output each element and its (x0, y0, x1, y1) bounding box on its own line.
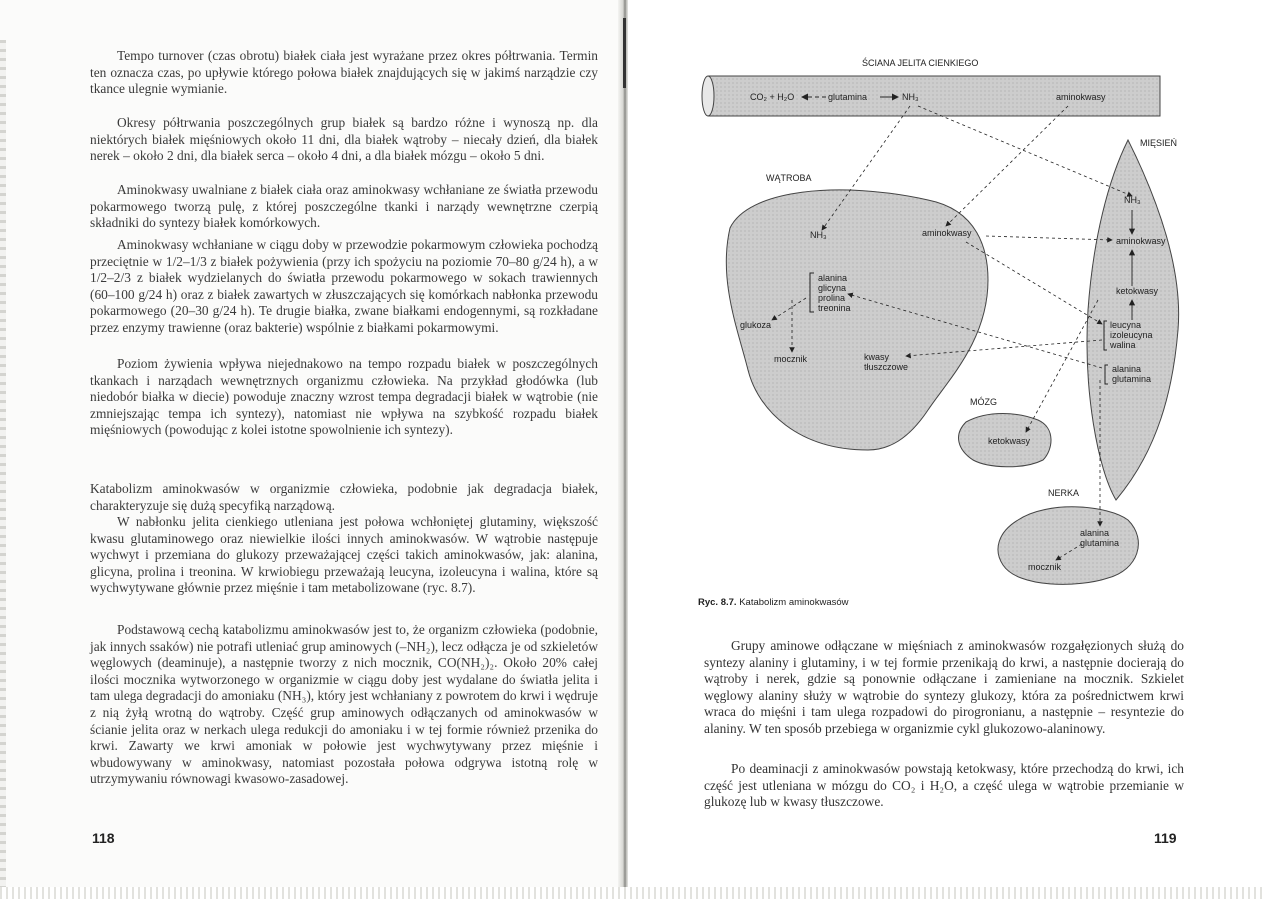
page-number-left: 118 (92, 830, 115, 846)
right-page (628, 0, 1263, 899)
left-page (0, 0, 622, 899)
muscle-ketokwasy: ketokwasy (1116, 286, 1159, 296)
kidney-mocznik: mocznik (1028, 562, 1062, 572)
muscle-leucyna: leucyna (1110, 320, 1142, 330)
muscle-walina: walina (1110, 340, 1136, 350)
kidney-title: NERKA (1048, 488, 1080, 498)
liver-alanina: alanina (818, 273, 848, 283)
liver-kwasy: kwasy (864, 352, 890, 362)
caption-text: Katabolizm aminokwasów (739, 597, 849, 608)
figure-caption (698, 597, 849, 608)
muscle-alanina: alanina (1112, 364, 1142, 374)
brain-title: MÓZG (970, 397, 997, 407)
liver-treonina: treonina (818, 303, 851, 313)
scan-bottom-edge (0, 887, 1263, 899)
wall-label: ŚCIANA JELITA CIENKIEGO (862, 58, 979, 68)
caption-number: Ryc. 8.7. (698, 597, 737, 608)
muscle-izoleucyna: izoleucyna (1110, 330, 1153, 340)
reaction-glutamina: glutamina (828, 92, 868, 102)
amino-acid-catabolism-diagram (688, 50, 1208, 590)
right-paragraph-2: Po deaminacji z aminokwasów powstają ketokwasy, które przechodzą do krwi, ich część jest utleniana w mózgu do CO₂ i H₂O, a część ulega w wątrobie przemianie w glukozę lub w kwasy tłuszczowe. (704, 761, 1184, 810)
reaction-co2-h2o: CO₂ + H₂O (750, 92, 795, 102)
kidney-alanina: alanina (1080, 528, 1110, 538)
liver-aminokwasy: aminokwasy (922, 228, 972, 238)
muscle-aminokwasy: aminokwasy (1116, 236, 1166, 246)
kidney-glutamina: glutamina (1080, 538, 1120, 548)
left-paragraph-2: Okresy półtrwania poszczególnych grup białek są bardzo różne i wynoszą np. dla niektórych białek mięśniowych około 11 dni, dla białek wątroby – niecały dzień, dla białek nerek – około 2 dni, dla białek serca – około 4 dni, a dla białek mózgu – około 5 dni. (90, 115, 598, 164)
left-paragraph-3: Aminokwasy uwalniane z białek ciała oraz aminokwasy wchłaniane ze światła przewodu pokarmowego tworzą pulę, z której poszczególne tkanki i narządy wewnętrzne czerpią składniki do syntezy białek komórkowych. (90, 182, 598, 231)
liver-glukoza: glukoza (740, 320, 772, 330)
liver-glicyna: glicyna (818, 283, 847, 293)
liver-prolina: prolina (818, 293, 846, 303)
spine-shadow (623, 18, 626, 88)
liver-title: WĄTROBA (766, 173, 812, 183)
liver-nh3: NH₃ (810, 230, 827, 240)
left-paragraph-6: Katabolizm aminokwasów w organizmie człowieka, podobnie jak degradacja białek, charakteryzuje się dużą specyfiką narządową. (90, 481, 598, 513)
intestine-aminokwasy: aminokwasy (1056, 92, 1106, 102)
left-paragraph-7: W nabłonku jelita cienkiego utleniana jest połowa wchłoniętej glutaminy, większość kwasu glutaminowego oraz niewielkie ilości innych aminokwasów. W wątrobie następuje wychwyt i przemiana do glukozy przeważającej części takich aminokwasów, jak: alanina, glicyna, prolina i treonina. W krwiobiegu przeważają leucyna, izoleucyna i walina, które są wychwytywane głównie przez mięśnie i tam metabolizowane (ryc. 8.7). (90, 514, 598, 596)
reaction-nh3: NH₃ (902, 92, 919, 102)
brain-ketokwasy: ketokwasy (988, 436, 1031, 446)
muscle-title: MIĘSIEŃ (1140, 138, 1178, 148)
left-paragraph-1: Tempo turnover (czas obrotu) białek ciała jest wyrażane przez okres półtrwania. Termin ten oznacza czas, po upływie którego połowa białek znajdujących się w jakimś narządzie czy tkance ulegnie wymianie. (90, 48, 598, 97)
muscle-glutamina: glutamina (1112, 374, 1152, 384)
liver-tluszczowe: tłuszczowe (864, 362, 909, 372)
left-paragraph-4: Aminokwasy wchłaniane w ciągu doby w przewodzie pokarmowym człowieka pochodzą przeciętnie w 1/2–1/3 z białek pożywienia (przy ich spożyciu na poziomie 70–80 g/24 h), a w 1/2–2/3 z białek wydzielanych do światła przewodu pokarmowego w sokach trawiennych (60–100 g/24 h) oraz z białek zawartych w złuszczających się komórkach nabłonka przewodu pokarmowego (20–30 g/24 h). Te drugie białka, zwane białkami endogennymi, są rozkładane przez enzymy trawienne (oraz bakterie) wspólnie z białkami pokarmowymi. (90, 237, 598, 335)
right-paragraph-1: Grupy aminowe odłączane w mięśniach z aminokwasów rozgałęzionych służą do syntezy alaniny i glutaminy, i w tej formie przenikają do krwi, a następnie docierają do wątroby i nerek, gdzie są ponownie odłączane i zamieniane na mocznik. Szkielet węglowy alaniny służy w wątrobie do syntezy glukozy, która za pośrednictwem krwi wraca do mięśni i tam ulega rozpadowi do pirogronianu, a następnie – resyntezie do alaniny. W ten sposób przebiega w organizmie cykl glukozowo-alaninowy. (704, 638, 1184, 736)
left-paragraph-5: Poziom żywienia wpływa niejednakowo na tempo rozpadu białek w poszczególnych tkankach i narządach wewnętrznych organizmu człowieka. Na przykład głodówka (lub niedobór białka w diecie) powoduje znaczny wzrost tempa degradacji białek w wątrobie (nie zmniejszając tempa ich syntezy), natomiast nie wpływa na szybkość rozpadu białek mięśniowych (powodując z kolei istotne spowolnienie ich syntezy). (90, 356, 598, 438)
scan-edge (0, 40, 6, 899)
page-number-right: 119 (1154, 830, 1177, 846)
left-paragraph-8: Podstawową cechą katabolizmu aminokwasów jest to, że organizm człowieka (podobnie, jak innych ssaków) nie potrafi utleniać grup aminowych (–NH₂), lecz odłącza je od szkieletów węglowych (deaminuje), a następnie tworzy z nich mocznik, CO(NH₂)₂. Około 20% całej ilości mocznika wytworzonego w organizmie w ciągu doby jest wydalane do światła jelita i tam ulega degradacji do amoniaku (NH₃), który jest wchłaniany z powrotem do krwi i wędruje z nią żyłą wrotną do wątroby. Część grup aminowych odłączanych od aminokwasów w ścianie jelita oraz w nerkach ulega redukcji do amoniaku i w tej formie również przenika do krwi. Zawarty we krwi amoniak w połowie jest wychwytywany przez mięśnie i wbudowywany w aminokwasy, natomiast pozostała połowa odgrywa istotną rolę w utrzymywaniu równowagi kwasowo-zasadowej. (90, 622, 598, 787)
muscle-nh3: NH₃ (1124, 195, 1141, 205)
liver-mocznik: mocznik (774, 354, 808, 364)
